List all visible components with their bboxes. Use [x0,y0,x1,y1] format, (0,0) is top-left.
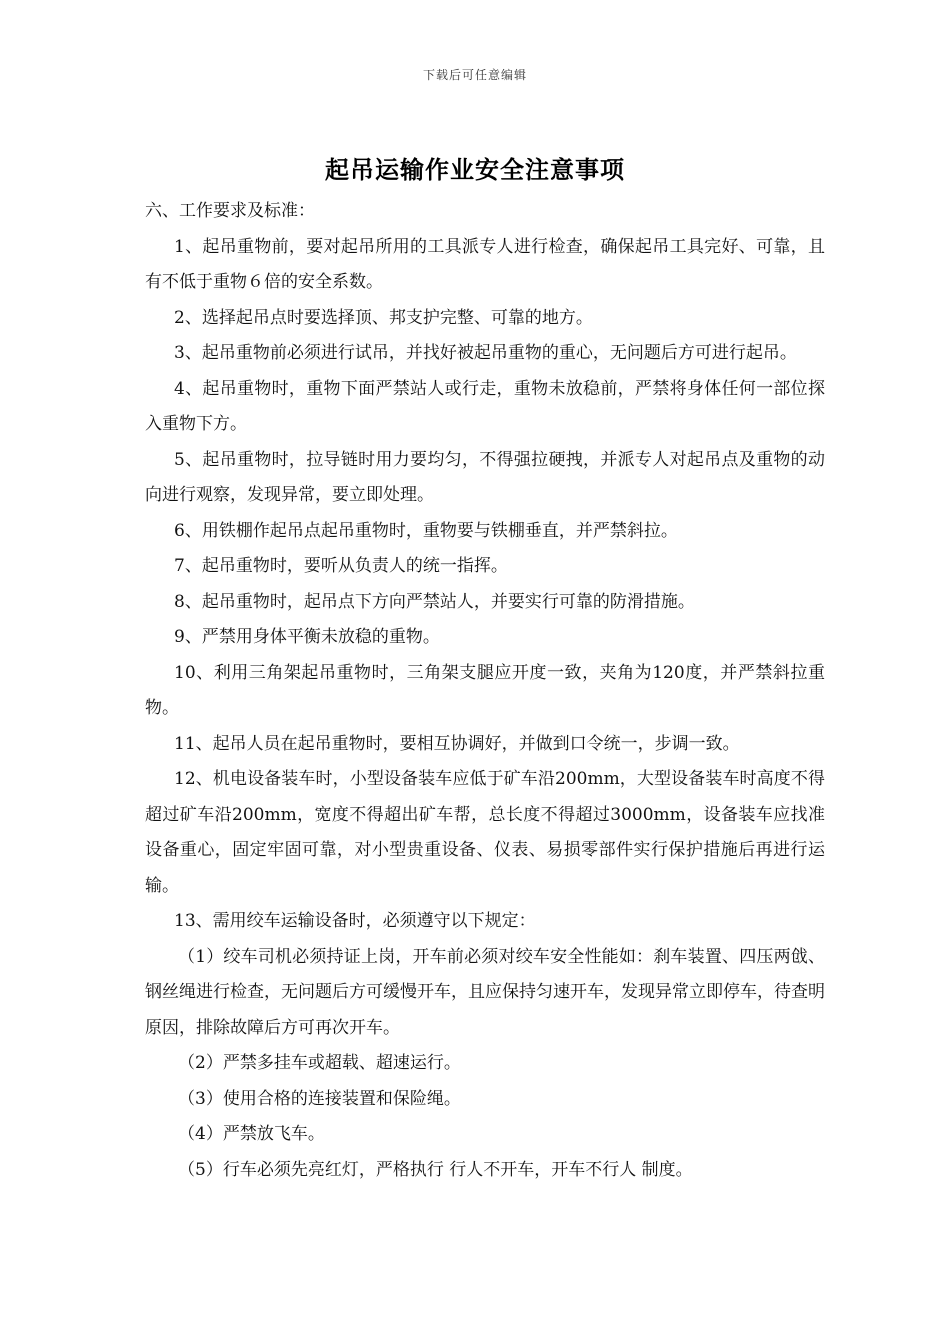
list-item: 1、起吊重物前，要对起吊所用的工具派专人进行检查，确保起吊工具完好、可靠，且有不低于重物６倍的安全系数。 [145,236,825,292]
list-item: 2、选择起吊点时要选择顶、邦支护完整、可靠的地方。 [174,307,593,328]
list-item: 8、起吊重物时，起吊点下方向严禁站人，并要实行可靠的防滑措施。 [174,591,695,612]
document-body [145,194,825,1188]
document-title: 起吊运输作业安全注意事项 [325,155,625,184]
list-item: 7、起吊重物时，要听从负责人的统一指挥。 [174,556,508,576]
list-item: 6、用铁棚作起吊点起吊重物时，重物要与铁棚垂直，并严禁斜拉。 [174,520,678,541]
list-item: 12、机电设备装车时，小型设备装车应低于矿车沿200mm，大型设备装车时高度不得超过矿车沿200mm，宽度不得超出矿车帮，总长度不得超过3000mm，设备装车应找准设备重心，固定牢固可靠，对小型贵重设备、仪表、易损零部件实行保护措施后再进行运输。 [145,769,825,896]
list-item: 4、起吊重物时，重物下面严禁站人或行走，重物未放稳前，严禁将身体任何一部位探入重物下方。 [145,378,825,434]
header-note: 下载后可任意编辑 [422,68,527,82]
list-item: 13、需用绞车运输设备时，必须遵守以下规定： [174,911,536,931]
list-item: 11、起吊人员在起吊重物时，要相互协调好，并做到口令统一，步调一致。 [174,733,740,754]
list-item: 5、起吊重物时，拉导链时用力要均匀，不得强拉硬拽，并派专人对起吊点及重物的动向进行观察，发现异常，要立即处理。 [145,449,825,505]
sub-list-item: （3）使用合格的连接装置和保险绳。 [178,1088,461,1109]
list-item: 9、严禁用身体平衡未放稳的重物。 [174,627,440,647]
sub-list-item: （2）严禁多挂车或超载、超速运行。 [178,1053,461,1073]
list-item: 3、起吊重物前必须进行试吊，并找好被起吊重物的重心，无问题后方可进行起吊。 [174,343,797,363]
sub-list-item: （4）严禁放飞车。 [178,1124,325,1144]
section-heading: 六、工作要求及标准： [145,201,315,221]
list-item: 10、利用三角架起吊重物时，三角架支腿应开度一致，夹角为120度，并严禁斜拉重物。 [145,662,825,718]
sub-list-item: （5）行车必须先亮红灯，严格执行 行人不开车，开车不行人 制度。 [178,1159,693,1180]
sub-list-item: （1）绞车司机必须持证上岗，开车前必须对绞车安全性能如：刹车装置、四压两戗、钢丝绳进行检查，无问题后方可缓慢开车，且应保持匀速开车，发现异常立即停车，待查明原因，排除故障后方可再次开车。 [145,946,825,1038]
